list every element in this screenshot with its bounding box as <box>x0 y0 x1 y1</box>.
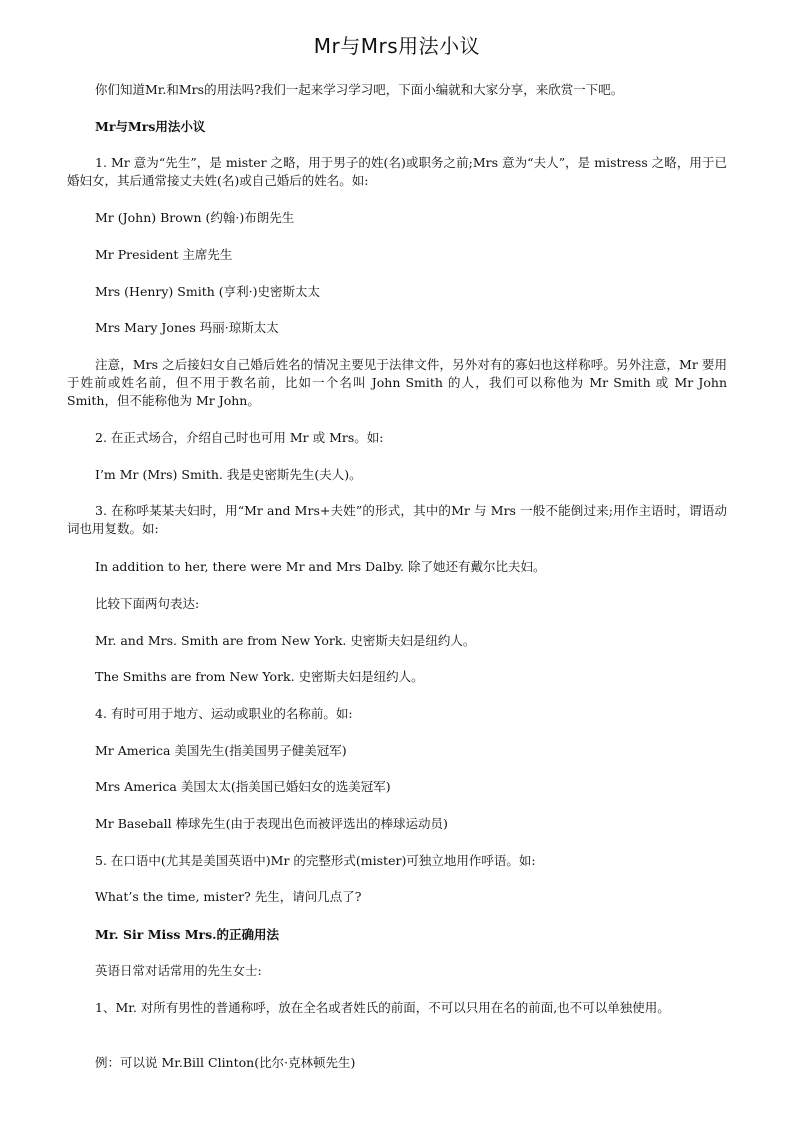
example-line: The Smiths are from New York. 史密斯夫妇是纽约人。 <box>95 669 424 684</box>
example-line: Mr America 美国先生(指美国男子健美冠军) <box>95 743 347 758</box>
paragraph: 4. 有时可用于地方、运动或职业的名称前。如: <box>95 706 353 721</box>
document-title: Mr与Mrs用法小议 <box>313 34 481 58</box>
paragraph: 1、Mr. 对所有男性的普通称呼，放在全名或者姓氏的前面，不可以只用在名的前面,也不可以单独使用。 <box>95 1000 670 1015</box>
paragraph: 注意，Mrs 之后接妇女自己婚后姓名的情况主要见于法律文件，另外对有的寡妇也这样称呼。另外注意，Mr 要用于姓前或姓名前，但不用于教名前，比如一个名叫 John Smith 的人，我们可以称他为 Mr Smith 或 Mr John Smith，但不能称他为 Mr John。 <box>67 357 727 408</box>
section-heading: Mr. Sir Miss Mrs.的正确用法 <box>95 927 280 942</box>
example-line: In addition to her, there were Mr and Mrs Dalby. 除了她还有戴尔比夫妇。 <box>95 559 546 574</box>
example-line: Mrs America 美国太太(指美国已婚妇女的选美冠军) <box>95 779 391 794</box>
example-line: Mr. and Mrs. Smith are from New York. 史密斯夫妇是纽约人。 <box>95 633 476 648</box>
example-line: Mr Baseball 棒球先生(由于表现出色而被评选出的棒球运动员) <box>95 816 448 831</box>
example-line: Mrs (Henry) Smith (亨利·)史密斯太太 <box>95 284 320 299</box>
paragraph: 1. Mr 意为“先生”，是 mister 之略，用于男子的姓(名)或职务之前;Mrs 意为“夫人”，是 mistress 之略，用于已婚妇女，其后通常接丈夫姓(名)或自己婚后的姓名。如: <box>67 155 727 188</box>
paragraph: 3. 在称呼某某夫妇时，用“Mr and Mrs+夫姓”的形式，其中的Mr 与 Mrs 一般不能倒过来;用作主语时，谓语动词也用复数。如: <box>67 503 727 536</box>
paragraph: 英语日常对话常用的先生女士: <box>95 963 262 978</box>
example-line: Mr President 主席先生 <box>95 247 233 262</box>
paragraph: 5. 在口语中(尤其是美国英语中)Mr 的完整形式(mister)可独立地用作呼语。如: <box>95 853 536 868</box>
intro-paragraph: 你们知道Mr.和Mrs的用法吗?我们一起来学习学习吧，下面小编就和大家分享，来欣赏一下吧。 <box>95 82 624 97</box>
example-line: Mr (John) Brown (约翰·)布朗先生 <box>95 210 295 225</box>
paragraph: 2. 在正式场合，介绍自己时也可用 Mr 或 Mrs。如: <box>95 430 384 445</box>
paragraph: 比较下面两句表达: <box>95 596 200 611</box>
example-line: I’m Mr (Mrs) Smith. 我是史密斯先生(夫人)。 <box>95 467 362 482</box>
section-heading: Mr与Mrs用法小议 <box>95 119 206 134</box>
example-line: 例：可以说 Mr.Bill Clinton(比尔·克林顿先生) <box>95 1055 356 1070</box>
example-line: What’s the time, mister? 先生，请问几点了? <box>95 889 362 904</box>
example-line: Mrs Mary Jones 玛丽·琼斯太太 <box>95 320 279 335</box>
